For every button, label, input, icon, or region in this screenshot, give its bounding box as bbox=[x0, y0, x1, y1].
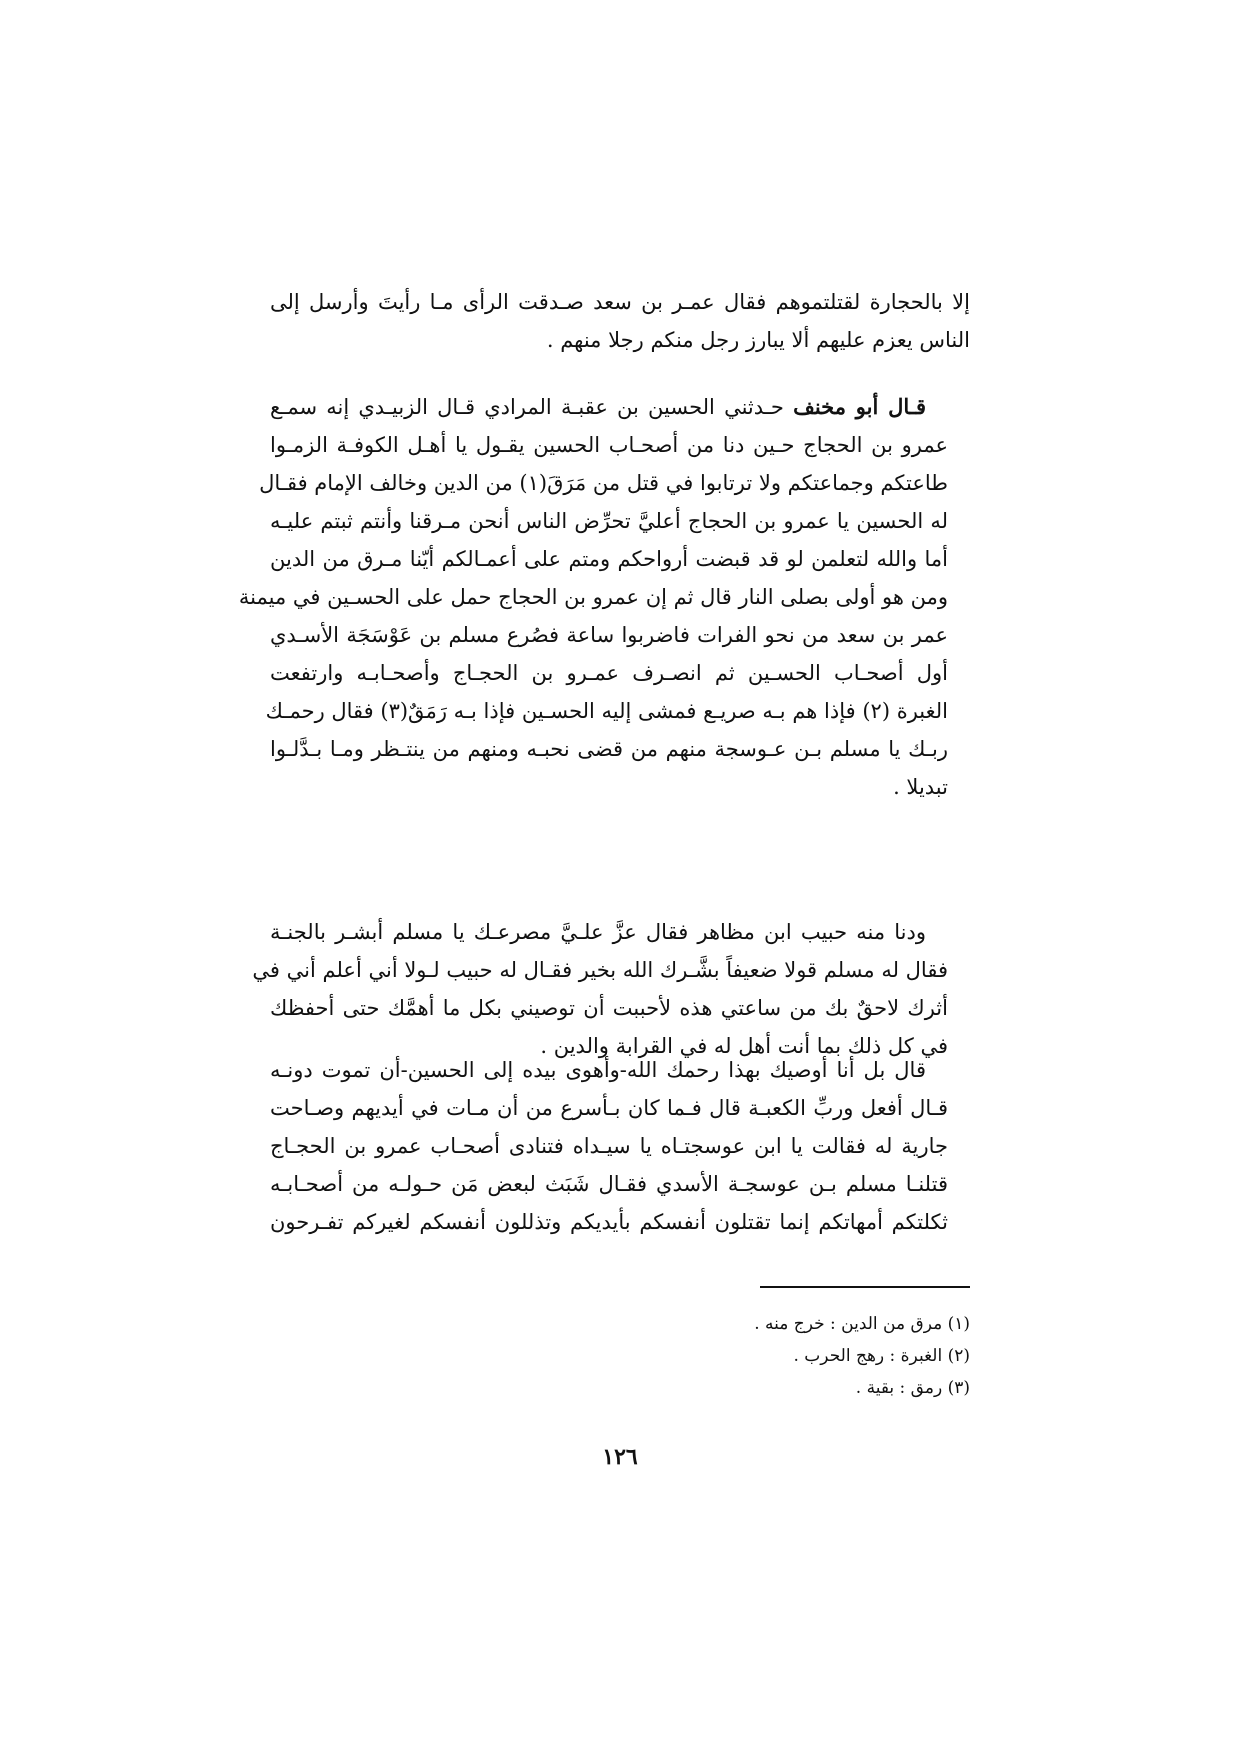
text-line: أول أصحـاب الحسـين ثم انصـرف عمـرو بن الحجـاج وأصحـابـه وارتفعت bbox=[270, 661, 948, 685]
text-line-first bbox=[270, 388, 970, 426]
text-line: ربـك يا مسلم بـن عـوسجة منهم من قضى نحبـه ومنهم من ينتـظر ومـا بـدَّلـوا bbox=[270, 737, 948, 761]
text-line: قـال أفعل وربِّ الكعبـة قال فـما كان بـأسرع من أن مـات في أيديهم وصـاحت bbox=[270, 1096, 948, 1120]
footnote-divider bbox=[760, 1286, 970, 1288]
footnote-1: (١) مرق من الدين : خرج منه . bbox=[754, 1314, 970, 1334]
paragraph-3 bbox=[252, 913, 970, 1065]
text-line: الغبرة (٢) فإذا هم بـه صريـع فمشى إليه الحسـين فإذا بـه رَمَقٌ(٣) فقال رحمـك bbox=[265, 699, 948, 723]
text-line: ومن هو أولى بصلى النار قال ثم إن عمرو بن الحجاج حمل على الحسـين في ميمنة bbox=[238, 585, 948, 609]
text-line: ودنا منه حبيب ابن مظاهر فقال عزَّ علـيَّ مصرعـك يا مسلم أبشـر بالجنـة bbox=[270, 920, 926, 944]
text-line: جارية له فقالت يا ابن عوسجتـاه يا سيـداه فتنادى أصحـاب عمرو بن الحجـاج bbox=[270, 1134, 948, 1158]
text-line: أما والله لتعلمن لو قد قبضت أرواحكم ومتم على أعمـالكم أيّنا مـرق من الدين bbox=[270, 547, 948, 571]
footnotes bbox=[520, 1308, 970, 1404]
paragraph-4 bbox=[270, 1051, 970, 1241]
paragraph-2 bbox=[238, 388, 970, 806]
text-line-rest: حـدثني الحسين بن عقبـة المرادي قـال الزبيـدي إنه سمـع bbox=[270, 395, 794, 419]
text-line: عمر بن سعد من نحو الفرات فاضربوا ساعة فصُرع مسلم بن عَوْسَجَة الأسـدي bbox=[270, 623, 948, 647]
text-line: طاعتكم وجماعتكم ولا ترتابوا في قتل من مَرَقَ(١) من الدين وخالف الإمام فقـال bbox=[259, 471, 948, 495]
text-line: له الحسين يا عمرو بن الحجاج أعليَّ تحرِّض الناس أنحن مـرقنا وأنتم ثبتم عليـه bbox=[270, 509, 948, 533]
paragraph-1 bbox=[270, 283, 970, 359]
text-line: تبديلا . bbox=[893, 775, 948, 799]
text-line: الناس يعزم عليهم ألا يبارز رجل منكم رجلا منهم . bbox=[546, 328, 970, 352]
text-line: ثكلتكم أمهاتكم إنما تقتلون أنفسكم بأيديكم وتذللون أنفسكم لغيركم تفـرحون bbox=[270, 1210, 948, 1234]
text-line: قتلنـا مسلم بـن عوسجـة الأسدي فقـال شَبَث لبعض مَن حـولـه من أصحـابـه bbox=[270, 1172, 948, 1196]
narrator-name: قـال أبو مخنف bbox=[793, 394, 926, 419]
text-line: قال بل أنا أوصيك بهذا رحمك الله-وأهوى بيده إلى الحسين-أن تموت دونـه bbox=[270, 1058, 926, 1082]
text-line: في كل ذلك بما أنت أهل له في القرابة والدين . bbox=[540, 1034, 948, 1058]
text-line: إلا بالحجارة لقتلتموهم فقال عمـر بن سعد صـدقت الرأى مـا رأيتَ وأرسل إلى bbox=[270, 290, 970, 314]
text-line: أثرك لاحقٌ بك من ساعتي هذه لأحببت أن توصيني بكل ما أهمَّك حتى أحفظك bbox=[270, 996, 948, 1020]
page-number: ١٢٦ bbox=[602, 1444, 638, 1470]
text-line: عمرو بن الحجاج حـين دنا من أصحـاب الحسين يقـول يا أهـل الكوفـة الزمـوا bbox=[270, 433, 948, 457]
footnote-3: (٣) رمق : بقية . bbox=[855, 1378, 970, 1398]
text-line: فقال له مسلم قولا ضعيفاً بشَّـرك الله بخير فقـال له حبيب لـولا أني أعلم أني في bbox=[252, 958, 948, 982]
footnote-2: (٢) الغبرة : رهج الحرب . bbox=[793, 1346, 970, 1366]
